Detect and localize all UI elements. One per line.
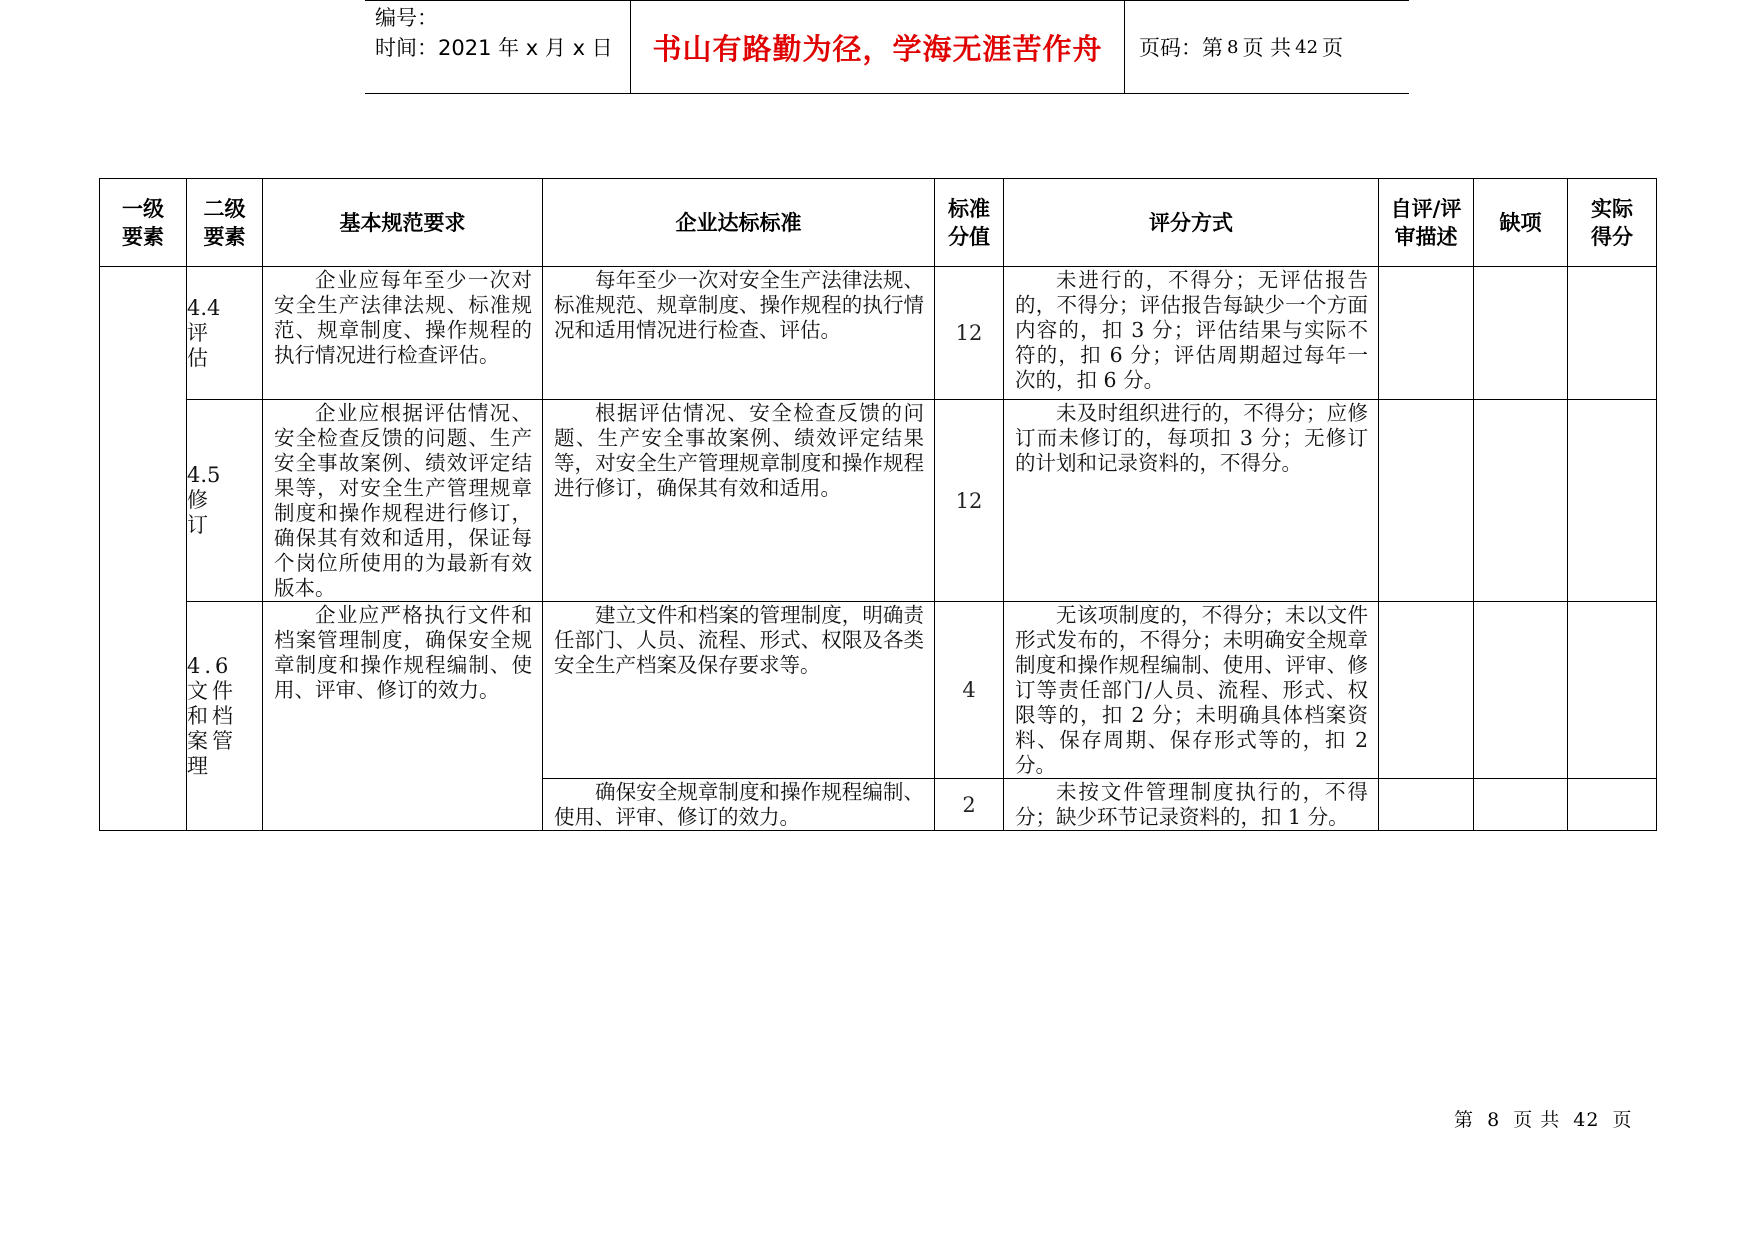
requirement-cell: 企业应严格执行文件和档案管理制度，确保安全规章制度和操作规程编制、使用、评审、修订的效力。 (263, 602, 543, 831)
header-method: 评分方式 (1004, 179, 1379, 267)
method-cell: 无该项制度的，不得分；未以文件形式发布的，不得分；未明确安全规章制度和操作规程编制、使用、评审、修订等责任部门/人员、流程、形式、权限等的，扣 2 分；未明确具体档案资料、保存周期、保存形式等的，扣 2 分。 (1004, 602, 1379, 779)
table-row (100, 267, 1657, 400)
table-row (100, 602, 1657, 779)
actual-score-cell[interactable] (1568, 267, 1657, 400)
score-cell: 4 (935, 602, 1004, 779)
standard-cell: 每年至少一次对安全生产法律法规、标准规范、规章制度、操作规程的执行情况和适用情况进行检查、评估。 (543, 267, 935, 400)
actual-score-cell[interactable] (1568, 602, 1657, 779)
level1-cell (100, 267, 187, 831)
header-page-number (1125, 1, 1409, 93)
level2-cell: 4.6 文件和档案管理 (187, 602, 263, 831)
method-cell: 未及时组织进行的，不得分；应修订而未修订的，每项扣 3 分；无修订的计划和记录资料的，不得分。 (1004, 400, 1379, 602)
score-cell: 12 (935, 267, 1004, 400)
self-eval-cell[interactable] (1379, 267, 1474, 400)
page-mid: 页 共 (1242, 36, 1292, 60)
actual-score-cell[interactable] (1568, 400, 1657, 602)
footer-total: 42 (1573, 1109, 1600, 1131)
header-meta (365, 1, 630, 93)
actual-score-cell[interactable] (1568, 779, 1657, 831)
requirement-cell: 企业应根据评估情况、安全检查反馈的问题、生产安全事故案例、绩效评定结果等，对安全生产管理规章制度和操作规程进行修订，确保其有效和适用，保证每个岗位所使用的为最新有效版本。 (263, 400, 543, 602)
requirement-cell: 企业应每年至少一次对安全生产法律法规、标准规范、规章制度、操作规程的执行情况进行检查评估。 (263, 267, 543, 400)
header-requirement: 基本规范要求 (263, 179, 543, 267)
footer-suffix: 页 (1612, 1109, 1633, 1131)
header-level2: 二级要素 (187, 179, 263, 267)
method-cell: 未按文件管理制度执行的，不得分；缺少环节记录资料的，扣 1 分。 (1004, 779, 1379, 831)
header-motto: 书山有路勤为径，学海无涯苦作舟 (630, 1, 1125, 93)
page-footer (1454, 1105, 1633, 1132)
standard-cell: 确保安全规章制度和操作规程编制、使用、评审、修订的效力。 (543, 779, 935, 831)
serial-label: 编号： (375, 6, 438, 30)
self-eval-cell[interactable] (1379, 779, 1474, 831)
self-eval-cell[interactable] (1379, 602, 1474, 779)
evaluation-table (99, 178, 1657, 831)
self-eval-cell[interactable] (1379, 400, 1474, 602)
header-self-eval: 自评/评审描述 (1379, 179, 1474, 267)
standard-cell: 建立文件和档案的管理制度，明确责任部门、人员、流程、形式、权限及各类安全生产档案及保存要求等。 (543, 602, 935, 779)
table-header-row (100, 179, 1657, 267)
page-current: 8 (1227, 36, 1239, 58)
method-cell: 未进行的，不得分；无评估报告的，不得分；评估报告每缺少一个方面内容的，扣 3 分；评估结果与实际不符的，扣 6 分；评估周期超过每年一次的，扣 6 分。 (1004, 267, 1379, 400)
table-row (100, 400, 1657, 602)
missing-cell[interactable] (1474, 779, 1568, 831)
footer-prefix: 第 (1454, 1109, 1475, 1131)
footer-current: 8 (1487, 1109, 1501, 1131)
page-suffix: 页 (1322, 36, 1344, 60)
header-standard: 企业达标标准 (543, 179, 935, 267)
time-label: 时间：2021 年 x 月 x 日 (375, 36, 613, 60)
standard-cell: 根据评估情况、安全检查反馈的问题、生产安全事故案例、绩效评定结果等，对安全生产管理规章制度和操作规程进行修订，确保其有效和适用。 (543, 400, 935, 602)
page-header (365, 0, 1409, 94)
page-prefix: 页码：第 (1139, 36, 1223, 60)
missing-cell[interactable] (1474, 602, 1568, 779)
missing-cell[interactable] (1474, 400, 1568, 602)
page-total: 42 (1295, 36, 1319, 58)
score-cell: 2 (935, 779, 1004, 831)
header-missing: 缺项 (1474, 179, 1568, 267)
level2-cell: 4.4 评估 (187, 267, 263, 400)
header-score: 标准分值 (935, 179, 1004, 267)
footer-mid: 页 共 (1513, 1109, 1561, 1131)
header-actual: 实际得分 (1568, 179, 1657, 267)
missing-cell[interactable] (1474, 267, 1568, 400)
level2-cell: 4.5 修订 (187, 400, 263, 602)
score-cell: 12 (935, 400, 1004, 602)
header-level1: 一级要素 (100, 179, 187, 267)
